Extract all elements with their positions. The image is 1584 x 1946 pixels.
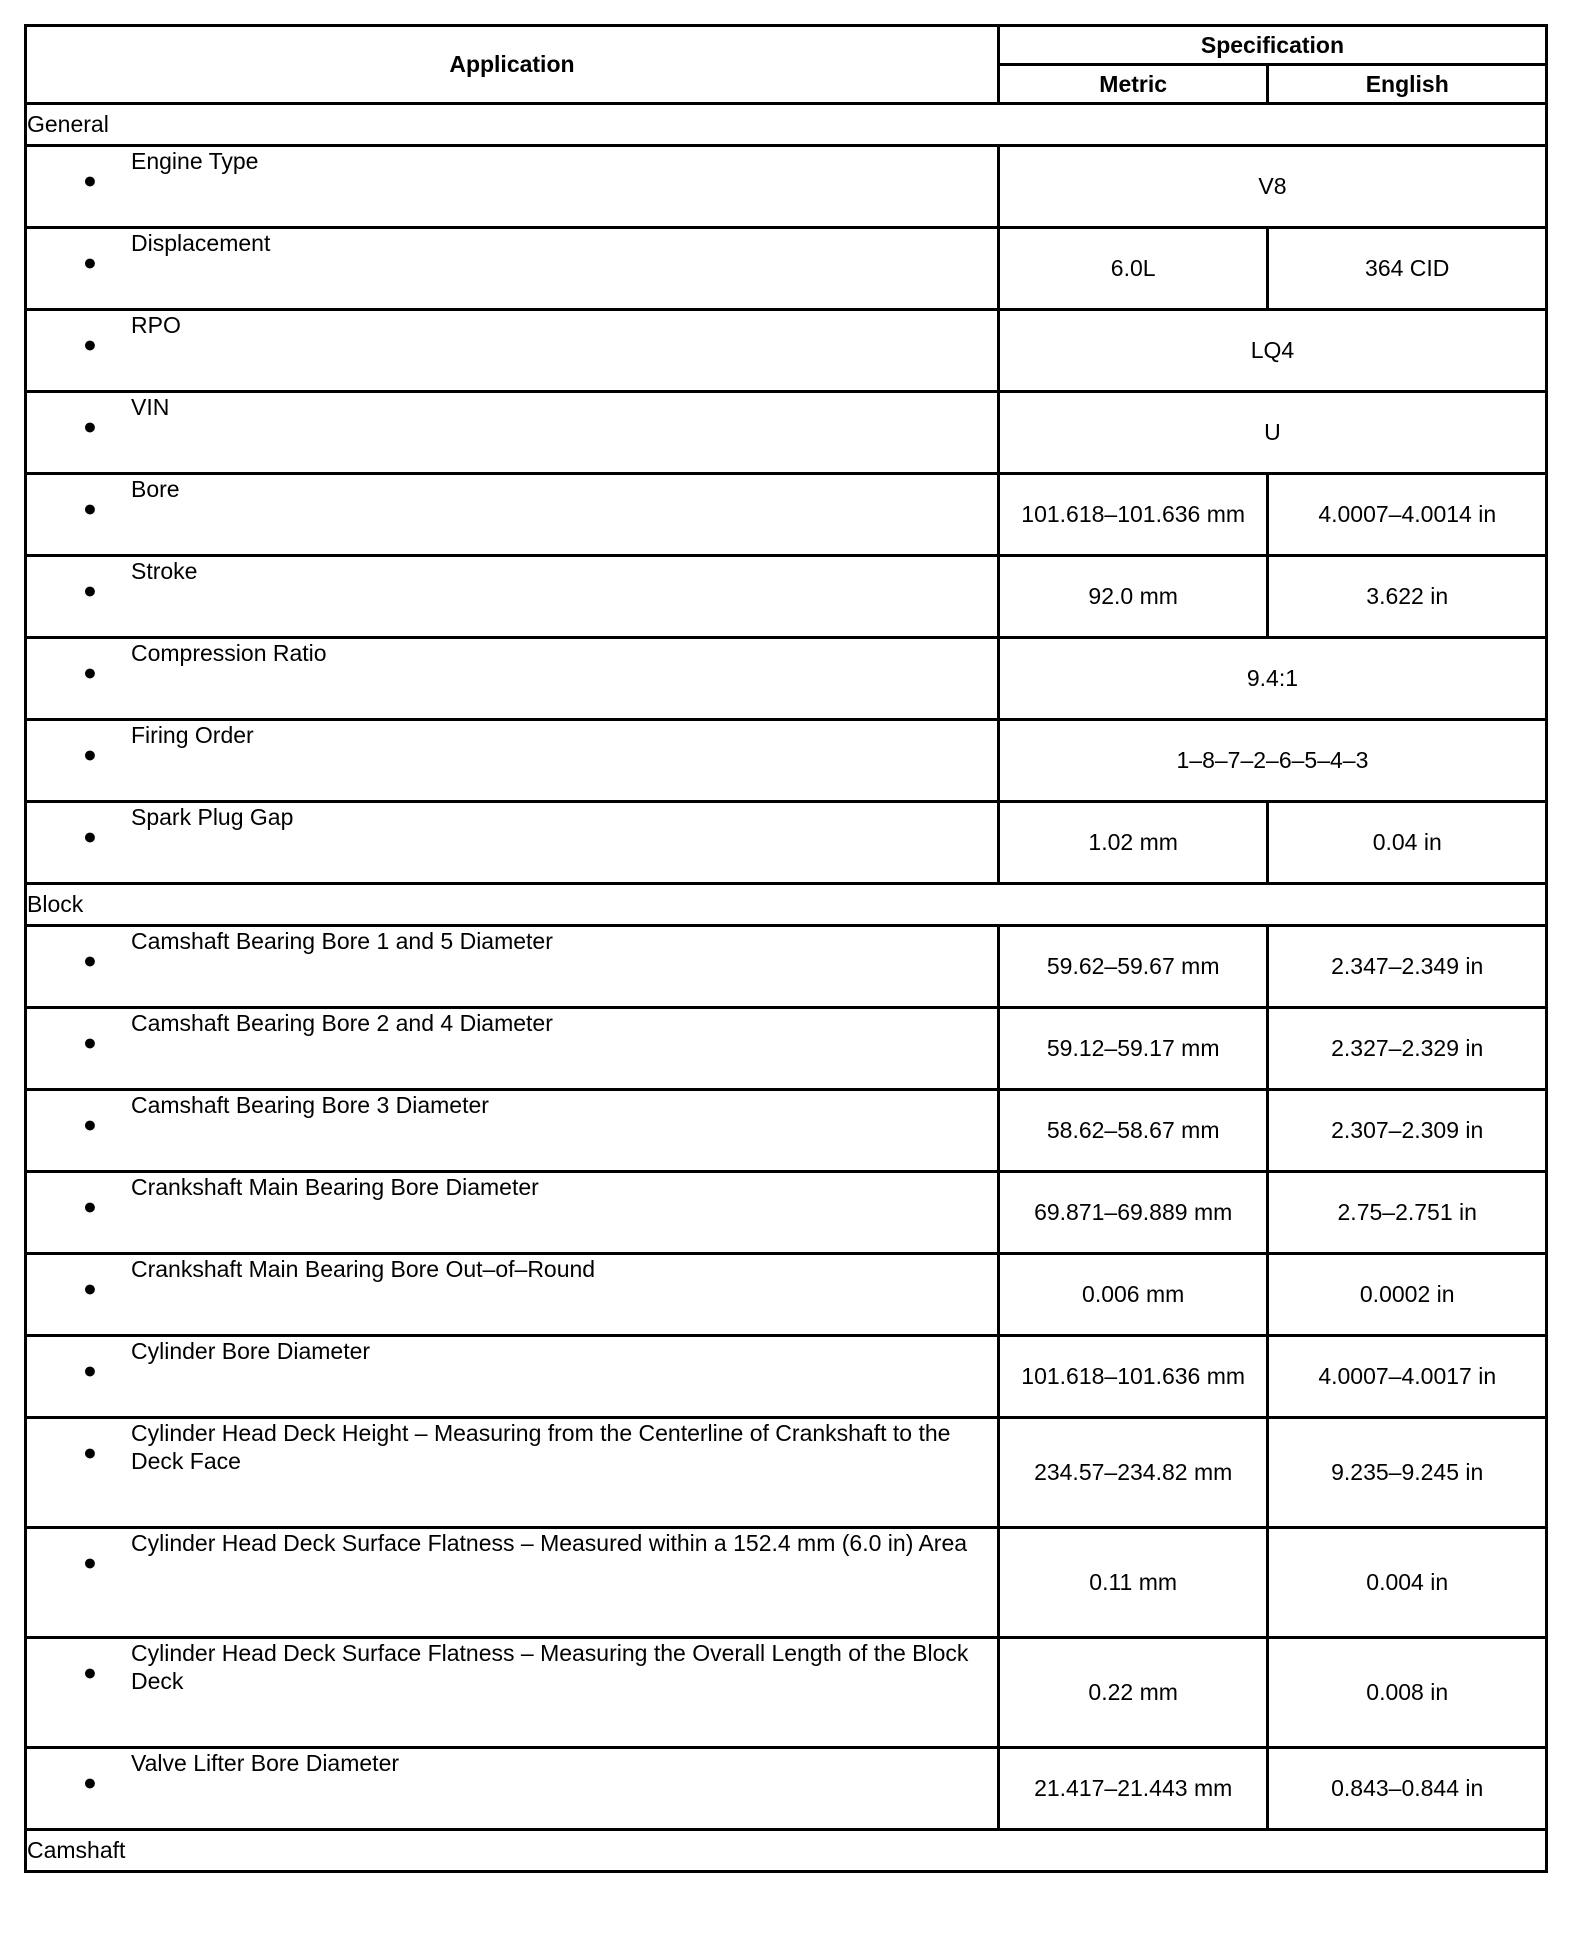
- combined-value-cell: 9.4:1: [998, 638, 1546, 720]
- bullet-icon: ●: [83, 167, 97, 193]
- english-value-cell: 0.0002 in: [1268, 1254, 1547, 1336]
- application-label: Cylinder Bore Diameter: [131, 1338, 371, 1364]
- application-cell: [26, 392, 999, 474]
- metric-value-cell: 69.871–69.889 mm: [998, 1172, 1268, 1254]
- application-label: Cylinder Head Deck Surface Flatness – Measuring the Overall Length of the Block Deck: [131, 1640, 969, 1694]
- english-value-cell: 3.622 in: [1268, 556, 1547, 638]
- section-row: [26, 884, 1547, 926]
- combined-value-cell: LQ4: [998, 310, 1546, 392]
- application-cell: [26, 310, 999, 392]
- table-row: [26, 474, 1547, 556]
- bullet-icon: ●: [83, 495, 97, 521]
- section-title: Camshaft: [26, 1830, 1547, 1872]
- application-cell: [26, 1254, 999, 1336]
- metric-value-cell: 101.618–101.636 mm: [998, 1336, 1268, 1418]
- metric-value-cell: 92.0 mm: [998, 556, 1268, 638]
- application-cell: [26, 1090, 999, 1172]
- application-cell: [26, 146, 999, 228]
- table-row: [26, 1638, 1547, 1748]
- metric-value-cell: 58.62–58.67 mm: [998, 1090, 1268, 1172]
- application-cell: [26, 638, 999, 720]
- table-row: [26, 1008, 1547, 1090]
- bullet-icon: ●: [83, 1439, 97, 1465]
- application-label: Camshaft Bearing Bore 1 and 5 Diameter: [131, 928, 553, 954]
- english-value-cell: 2.347–2.349 in: [1268, 926, 1547, 1008]
- table-row: [26, 1172, 1547, 1254]
- metric-header: Metric: [998, 65, 1268, 104]
- english-value-cell: 4.0007–4.0014 in: [1268, 474, 1547, 556]
- application-cell: [26, 1008, 999, 1090]
- application-label: Engine Type: [131, 148, 259, 174]
- application-label: Crankshaft Main Bearing Bore Diameter: [131, 1174, 539, 1200]
- table-row: [26, 1528, 1547, 1638]
- application-cell: [26, 926, 999, 1008]
- application-label: Displacement: [131, 230, 271, 256]
- english-value-cell: 0.008 in: [1268, 1638, 1547, 1748]
- application-cell: [26, 1418, 999, 1528]
- english-value-cell: 2.327–2.329 in: [1268, 1008, 1547, 1090]
- table-row: [26, 310, 1547, 392]
- table-row: [26, 1254, 1547, 1336]
- specification-table: [24, 24, 1548, 1873]
- bullet-icon: ●: [83, 947, 97, 973]
- metric-value-cell: 59.62–59.67 mm: [998, 926, 1268, 1008]
- bullet-icon: ●: [83, 741, 97, 767]
- table-row: [26, 926, 1547, 1008]
- application-header: Application: [26, 26, 999, 104]
- bullet-icon: ●: [83, 1029, 97, 1055]
- table-row: [26, 392, 1547, 474]
- bullet-icon: ●: [83, 823, 97, 849]
- application-label: Cylinder Head Deck Height – Measuring from the Centerline of Crankshaft to the Deck Face: [131, 1420, 951, 1474]
- table-row: [26, 1336, 1547, 1418]
- bullet-icon: ●: [83, 659, 97, 685]
- metric-value-cell: 234.57–234.82 mm: [998, 1418, 1268, 1528]
- application-cell: [26, 474, 999, 556]
- application-label: Bore: [131, 476, 180, 502]
- application-label: Crankshaft Main Bearing Bore Out–of–Round: [131, 1256, 596, 1282]
- bullet-icon: ●: [83, 1111, 97, 1137]
- english-header: English: [1268, 65, 1547, 104]
- section-row: [26, 104, 1547, 146]
- application-cell: [26, 1336, 999, 1418]
- application-cell: [26, 1172, 999, 1254]
- metric-value-cell: 21.417–21.443 mm: [998, 1748, 1268, 1830]
- combined-value-cell: V8: [998, 146, 1546, 228]
- bullet-icon: ●: [83, 1549, 97, 1575]
- table-row: [26, 1748, 1547, 1830]
- application-cell: [26, 1528, 999, 1638]
- application-cell: [26, 228, 999, 310]
- specification-header: Specification: [998, 26, 1546, 65]
- table-row: [26, 228, 1547, 310]
- section-title: General: [26, 104, 1547, 146]
- application-label: Valve Lifter Bore Diameter: [131, 1750, 400, 1776]
- application-cell: [26, 720, 999, 802]
- application-label: Cylinder Head Deck Surface Flatness – Measured within a 152.4 mm (6.0 in) Area: [131, 1530, 968, 1556]
- bullet-icon: ●: [83, 413, 97, 439]
- application-label: Firing Order: [131, 722, 254, 748]
- section-row: [26, 1830, 1547, 1872]
- table-row: [26, 802, 1547, 884]
- application-label: Camshaft Bearing Bore 2 and 4 Diameter: [131, 1010, 553, 1036]
- bullet-icon: ●: [83, 577, 97, 603]
- metric-value-cell: 59.12–59.17 mm: [998, 1008, 1268, 1090]
- english-value-cell: 2.75–2.751 in: [1268, 1172, 1547, 1254]
- metric-value-cell: 0.11 mm: [998, 1528, 1268, 1638]
- combined-value-cell: 1–8–7–2–6–5–4–3: [998, 720, 1546, 802]
- application-label: Spark Plug Gap: [131, 804, 294, 830]
- english-value-cell: 0.843–0.844 in: [1268, 1748, 1547, 1830]
- table-row: [26, 720, 1547, 802]
- application-label: Stroke: [131, 558, 198, 584]
- bullet-icon: ●: [83, 249, 97, 275]
- metric-value-cell: 101.618–101.636 mm: [998, 474, 1268, 556]
- table-row: [26, 638, 1547, 720]
- specification-body: [26, 104, 1547, 1872]
- table-row: [26, 1418, 1547, 1528]
- application-label: Camshaft Bearing Bore 3 Diameter: [131, 1092, 489, 1118]
- english-value-cell: 9.235–9.245 in: [1268, 1418, 1547, 1528]
- bullet-icon: ●: [83, 1275, 97, 1301]
- application-label: RPO: [131, 312, 181, 338]
- english-value-cell: 0.04 in: [1268, 802, 1547, 884]
- combined-value-cell: U: [998, 392, 1546, 474]
- application-cell: [26, 556, 999, 638]
- application-label: Compression Ratio: [131, 640, 327, 666]
- metric-value-cell: 1.02 mm: [998, 802, 1268, 884]
- metric-value-cell: 0.006 mm: [998, 1254, 1268, 1336]
- table-row: [26, 146, 1547, 228]
- application-label: VIN: [131, 394, 170, 420]
- table-row: [26, 556, 1547, 638]
- english-value-cell: 364 CID: [1268, 228, 1547, 310]
- section-title: Block: [26, 884, 1547, 926]
- application-cell: [26, 802, 999, 884]
- bullet-icon: ●: [83, 1659, 97, 1685]
- metric-value-cell: 6.0L: [998, 228, 1268, 310]
- metric-value-cell: 0.22 mm: [998, 1638, 1268, 1748]
- bullet-icon: ●: [83, 1357, 97, 1383]
- english-value-cell: 4.0007–4.0017 in: [1268, 1336, 1547, 1418]
- bullet-icon: ●: [83, 1769, 97, 1795]
- application-cell: [26, 1748, 999, 1830]
- table-row: [26, 1090, 1547, 1172]
- bullet-icon: ●: [83, 1193, 97, 1219]
- application-cell: [26, 1638, 999, 1748]
- english-value-cell: 2.307–2.309 in: [1268, 1090, 1547, 1172]
- bullet-icon: ●: [83, 331, 97, 357]
- english-value-cell: 0.004 in: [1268, 1528, 1547, 1638]
